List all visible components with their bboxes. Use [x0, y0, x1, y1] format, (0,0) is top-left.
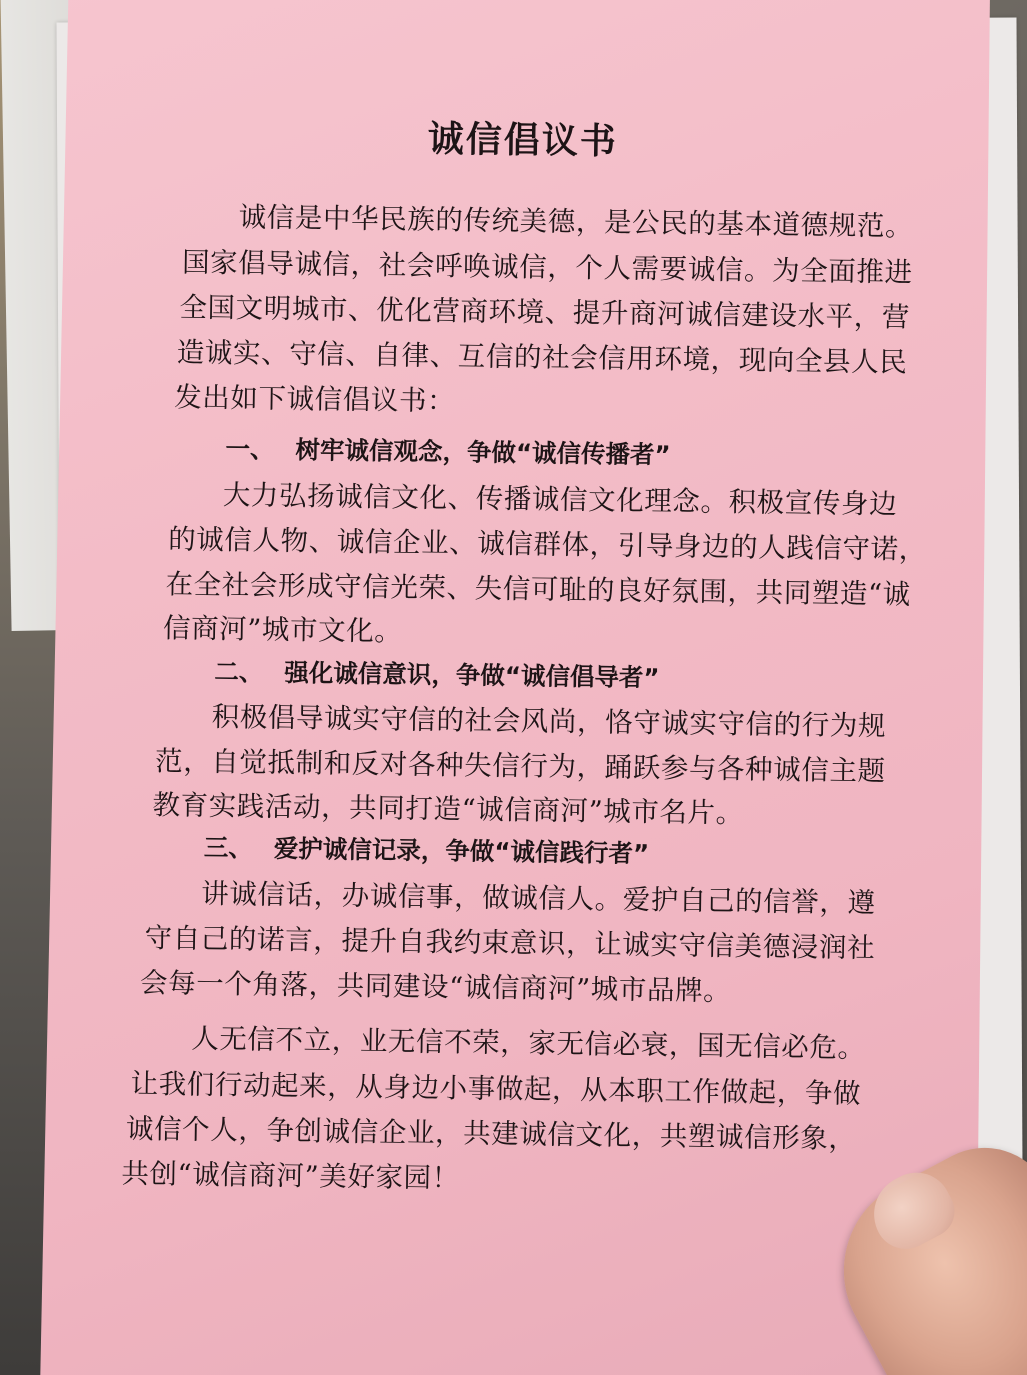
closing-line: 共创“诚信商河”美好家园！: [121, 1157, 460, 1195]
section-heading: [203, 832, 650, 869]
section-line: 会每一个角落，共同建设“诚信商河”城市品牌。: [139, 967, 732, 1008]
section-heading: [225, 434, 671, 470]
intro-line: 诚信是中华民族的传统美德，是公民的基本道德规范。: [238, 201, 914, 243]
section-line: 信商河”城市文化。: [162, 612, 403, 648]
section-heading: [214, 657, 660, 693]
section-number: 三、: [203, 832, 254, 863]
closing-line: 诚信个人，争创诚信企业，共建诚信文化，共塑诚信形象，: [125, 1112, 857, 1156]
section-number: 一、: [225, 434, 275, 464]
section-title: 树牢诚信观念，争做“诚信传播者”: [295, 435, 671, 470]
document-title: 诚信倡议书: [427, 118, 619, 163]
intro-line: 造诚实、守信、自律、互信的社会信用环境，现向全县人民: [176, 336, 908, 379]
section-title: 强化诚信意识，争做“诚信倡导者”: [284, 657, 660, 693]
intro-line: 全国文明城市、优化营商环境、提升商河诚信建设水平，营: [179, 291, 911, 334]
section-title: 爱护诚信记录，争做“诚信践行者”: [273, 833, 650, 869]
section-line: 守自己的诺言，提升自我约束意识，让诚实守信美德浸润社: [144, 922, 876, 965]
section-line: 积极倡导诚实守信的社会风尚，恪守诚实守信的行为规: [211, 700, 887, 743]
closing-line: 人无信不立，业无信不荣，家无信必衰，国无信必危。: [191, 1022, 866, 1065]
section-line: 教育实践活动，共同打造“诚信商河”城市名片。: [152, 789, 744, 830]
section-line: 在全社会形成守信光荣、失信可耻的良好氛围，共同塑造“诚: [165, 568, 911, 611]
section-number: 二、: [214, 657, 264, 687]
closing-line: 让我们行动起来，从身边小事做起，从本职工作做起，争做: [130, 1067, 862, 1111]
section-line: 的诚信人物、诚信企业、诚信群体，引导身边的人践信守诺，: [167, 523, 928, 566]
intro-line: 国家倡导诚信，社会呼唤诚信，个人需要诚信。为全面推进: [181, 246, 913, 289]
intro-line: 发出如下诚信倡议书：: [173, 381, 456, 418]
section-line: 讲诚信话，办诚信事，做诚信人。爱护自己的信誉，遵: [201, 877, 876, 920]
section-line: 大力弘扬诚信文化、传播诚信文化理念。积极宣传身边: [222, 479, 898, 521]
section-line: 范，自觉抵制和反对各种失信行为，踊跃参与各种诚信主题: [154, 745, 886, 788]
